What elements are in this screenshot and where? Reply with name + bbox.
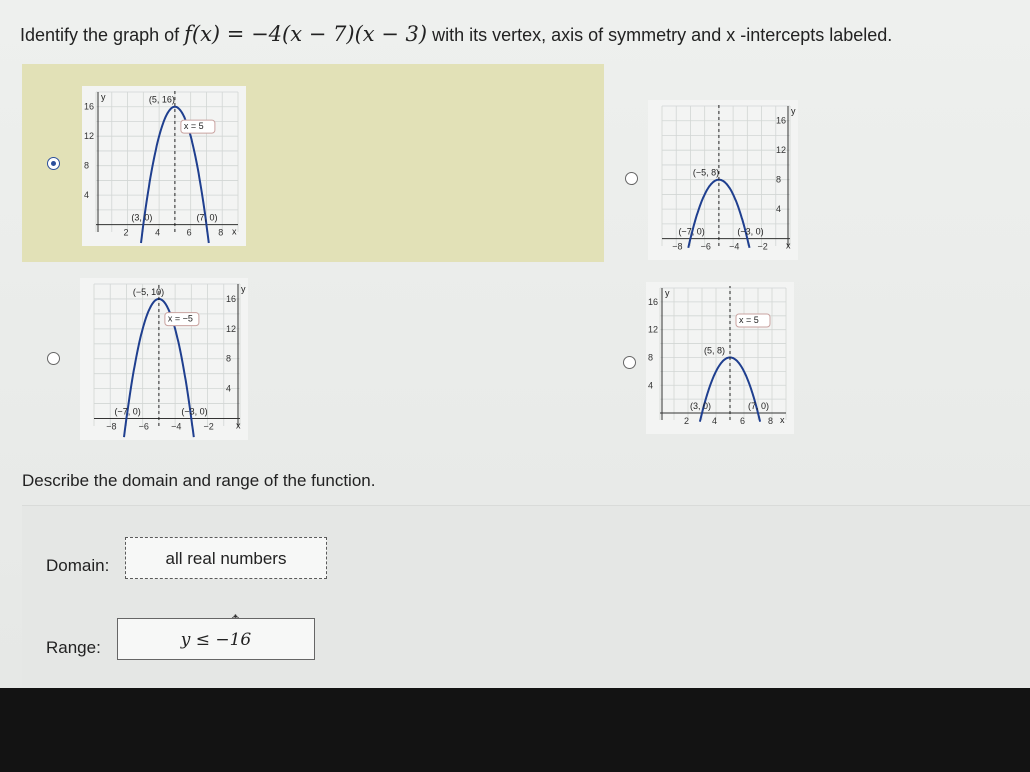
screen-bottom-bezel bbox=[0, 688, 1030, 772]
y-tick-label: 8 bbox=[776, 174, 782, 185]
question-suffix: with its vertex, axis of symmetry and x -intercepts labeled. bbox=[432, 25, 893, 45]
vertex-label: (5, 8) bbox=[704, 345, 726, 356]
left-intercept-label: (−7, 0) bbox=[114, 406, 141, 417]
x-tick-label: 8 bbox=[768, 416, 774, 427]
y-tick-label: 12 bbox=[226, 323, 237, 334]
question-function: f(x) = −4(x − 7)(x − 3) bbox=[184, 22, 428, 46]
domain-range-prompt: Describe the domain and range of the function. bbox=[22, 471, 376, 490]
range-input[interactable] bbox=[117, 618, 315, 660]
axis-label: x = 5 bbox=[739, 315, 759, 326]
right-intercept-label: (7, 0) bbox=[748, 401, 770, 412]
y-tick-label: 12 bbox=[84, 131, 95, 142]
x-tick-label: 8 bbox=[218, 227, 224, 238]
x-tick-label: 2 bbox=[684, 416, 690, 427]
vertex-label: (−5, 10) bbox=[132, 286, 165, 297]
y-axis-label: y bbox=[101, 92, 106, 102]
x-tick-label: 2 bbox=[123, 227, 129, 238]
y-axis-label: y bbox=[241, 284, 246, 294]
y-tick-label: 8 bbox=[648, 352, 654, 363]
x-axis-label: x bbox=[780, 415, 785, 426]
y-tick-label: 4 bbox=[776, 204, 782, 215]
choice-b-radio[interactable] bbox=[625, 172, 638, 185]
domain-value: all real numbers bbox=[165, 549, 287, 568]
x-tick-label: −8 bbox=[672, 241, 683, 252]
choice-c-radio[interactable] bbox=[47, 352, 60, 365]
x-tick-label: 6 bbox=[740, 416, 746, 427]
y-tick-label: 4 bbox=[226, 383, 232, 394]
question-text bbox=[20, 22, 892, 46]
x-tick-label: −4 bbox=[729, 241, 740, 252]
axis-label: x = 5 bbox=[183, 121, 204, 132]
y-tick-label: 16 bbox=[648, 296, 659, 307]
y-tick-label: 12 bbox=[776, 145, 787, 156]
x-tick-label: 4 bbox=[155, 227, 161, 238]
x-tick-label: 6 bbox=[186, 227, 192, 238]
right-intercept-label: (−3, 0) bbox=[181, 406, 208, 417]
vertex-label: (−5, 8) bbox=[692, 167, 720, 178]
axis-label: x = −5 bbox=[167, 313, 193, 324]
y-axis-label: y bbox=[665, 288, 670, 298]
y-tick-label: 8 bbox=[226, 353, 232, 364]
y-tick-label: 4 bbox=[84, 190, 90, 201]
choice-d-graph[interactable] bbox=[646, 282, 794, 434]
domain-label: Domain: bbox=[46, 556, 110, 575]
x-tick-label: −4 bbox=[171, 421, 182, 432]
left-intercept-label: (−7, 0) bbox=[678, 226, 705, 237]
range-value: y ≤ −16 bbox=[180, 630, 252, 650]
range-label: Range: bbox=[46, 638, 101, 657]
x-tick-label: −6 bbox=[138, 421, 149, 432]
x-tick-label: −6 bbox=[700, 241, 711, 252]
right-intercept-label: (7, 0) bbox=[196, 212, 218, 223]
x-axis-label: x bbox=[232, 226, 237, 237]
domain-input[interactable] bbox=[125, 537, 327, 579]
choice-a-radio[interactable] bbox=[47, 157, 60, 170]
y-tick-label: 16 bbox=[226, 293, 237, 304]
x-axis-label: x bbox=[786, 240, 791, 251]
choice-a-graph[interactable] bbox=[82, 86, 246, 246]
y-axis-label: y bbox=[791, 106, 796, 116]
y-tick-label: 4 bbox=[648, 380, 654, 391]
right-intercept-label: (−3, 0) bbox=[737, 226, 764, 237]
x-tick-label: 4 bbox=[712, 416, 718, 427]
left-intercept-label: (3, 0) bbox=[690, 401, 712, 412]
x-axis-label: x bbox=[236, 420, 241, 431]
left-intercept-label: (3, 0) bbox=[131, 212, 153, 223]
y-tick-label: 16 bbox=[776, 115, 787, 126]
x-tick-label: −8 bbox=[106, 421, 117, 432]
y-tick-label: 8 bbox=[84, 160, 90, 171]
y-tick-label: 12 bbox=[648, 324, 659, 335]
y-tick-label: 16 bbox=[84, 101, 95, 112]
choice-c-graph[interactable] bbox=[80, 278, 248, 440]
x-tick-label: −2 bbox=[757, 241, 768, 252]
question-prefix: Identify the graph of bbox=[20, 25, 180, 45]
choice-d-radio[interactable] bbox=[623, 356, 636, 369]
choice-b-graph[interactable] bbox=[648, 100, 798, 260]
x-tick-label: −2 bbox=[203, 421, 214, 432]
vertex-label: (5, 16) bbox=[148, 94, 175, 105]
